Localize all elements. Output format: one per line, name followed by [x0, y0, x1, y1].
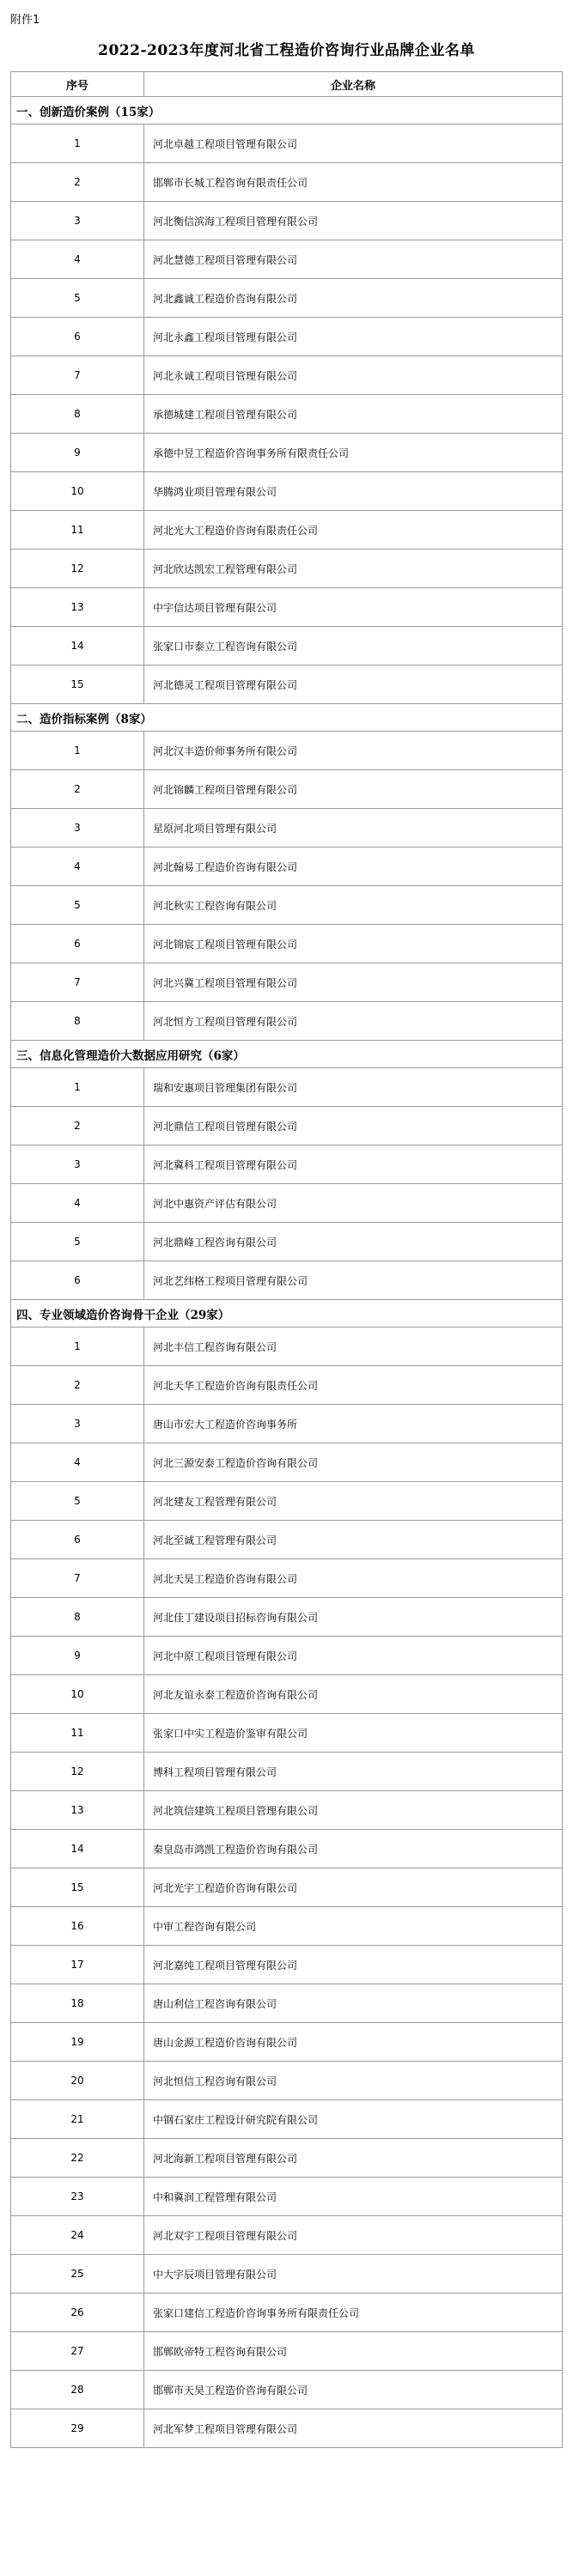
table-row	[11, 925, 563, 963]
table-row	[11, 1068, 563, 1107]
serial-number-cell: 3	[11, 1405, 144, 1443]
table-row	[11, 1223, 563, 1261]
table-row	[11, 2409, 563, 2448]
enterprise-name-cell: 中审工程咨询有限公司	[144, 1907, 563, 1946]
enterprise-name-cell: 河北锦宸工程项目管理有限公司	[144, 925, 563, 963]
enterprise-name-cell: 河北德灵工程项目管理有限公司	[144, 665, 563, 704]
serial-number-cell: 4	[11, 1184, 144, 1223]
enterprise-name-cell: 中和冀润工程管理有限公司	[144, 2178, 563, 2216]
serial-number-cell: 15	[11, 665, 144, 704]
table-row	[11, 511, 563, 550]
table-row	[11, 963, 563, 1002]
serial-number-cell: 5	[11, 279, 144, 318]
table-row	[11, 472, 563, 511]
enterprise-name-cell: 河北丰信工程咨询有限公司	[144, 1327, 563, 1366]
table-row	[11, 1145, 563, 1184]
enterprise-name-cell: 河北中惠资产评估有限公司	[144, 1184, 563, 1223]
table-row	[11, 2216, 563, 2255]
table-row	[11, 1675, 563, 1714]
serial-number-cell: 11	[11, 1714, 144, 1753]
section-heading-row	[11, 1300, 563, 1327]
enterprise-name-cell: 邯郸市长城工程咨询有限责任公司	[144, 163, 563, 202]
enterprise-name-cell: 唐山金源工程造价咨询有限公司	[144, 2023, 563, 2062]
enterprise-name-cell: 河北衡信滨海工程项目管理有限公司	[144, 202, 563, 240]
table-row	[11, 886, 563, 925]
enterprise-name-cell: 河北鑫诚工程造价咨询有限公司	[144, 279, 563, 318]
enterprise-name-cell: 瑞和安惠项目管理集团有限公司	[144, 1068, 563, 1107]
enterprise-name-cell: 秦皇岛市鸿凯工程造价咨询有限公司	[144, 1830, 563, 1868]
enterprise-name-cell: 承德城建工程项目管理有限公司	[144, 395, 563, 434]
table-row	[11, 770, 563, 809]
serial-number-cell: 27	[11, 2332, 144, 2371]
serial-number-cell: 7	[11, 963, 144, 1002]
enterprise-name-cell: 河北恒方工程项目管理有限公司	[144, 1002, 563, 1041]
serial-number-cell: 9	[11, 434, 144, 472]
table-row	[11, 2100, 563, 2139]
table-row	[11, 356, 563, 395]
table-row	[11, 627, 563, 665]
table-row	[11, 1791, 563, 1830]
enterprise-name-cell: 华腾鸿业项目管理有限公司	[144, 472, 563, 511]
serial-number-cell: 2	[11, 1107, 144, 1145]
table-row	[11, 395, 563, 434]
header-enterprise-name: 企业名称	[144, 72, 563, 97]
table-row	[11, 1002, 563, 1041]
enterprise-name-cell: 河北鼎峰工程咨询有限公司	[144, 1223, 563, 1261]
table-row	[11, 202, 563, 240]
table-row	[11, 1830, 563, 1868]
section-heading: 三、信息化管理造价大数据应用研究（6家）	[11, 1041, 563, 1068]
enterprise-name-cell: 中大宇辰项目管理有限公司	[144, 2255, 563, 2293]
table-row	[11, 1946, 563, 1984]
serial-number-cell: 2	[11, 1366, 144, 1405]
table-row	[11, 2023, 563, 2062]
serial-number-cell: 7	[11, 356, 144, 395]
enterprise-name-cell: 张家口中实工程造价鉴审有限公司	[144, 1714, 563, 1753]
section-heading-row	[11, 97, 563, 125]
enterprise-list-table	[10, 71, 563, 2448]
enterprise-name-cell: 河北光大工程造价咨询有限责任公司	[144, 511, 563, 550]
serial-number-cell: 4	[11, 848, 144, 886]
table-row	[11, 1521, 563, 1559]
table-row	[11, 2062, 563, 2100]
section-heading-row	[11, 704, 563, 732]
table-body	[11, 72, 563, 2448]
serial-number-cell: 1	[11, 1068, 144, 1107]
table-row	[11, 2293, 563, 2332]
serial-number-cell: 1	[11, 1327, 144, 1366]
section-heading: 四、专业领域造价咨询骨干企业（29家）	[11, 1300, 563, 1327]
enterprise-name-cell: 河北三源安泰工程造价咨询有限公司	[144, 1443, 563, 1482]
enterprise-name-cell: 河北卓越工程项目管理有限公司	[144, 125, 563, 163]
table-header-row	[11, 72, 563, 97]
serial-number-cell: 18	[11, 1984, 144, 2023]
enterprise-name-cell: 博科工程项目管理有限公司	[144, 1753, 563, 1791]
serial-number-cell: 10	[11, 1675, 144, 1714]
enterprise-name-cell: 河北艺纬格工程项目管理有限公司	[144, 1261, 563, 1300]
serial-number-cell: 5	[11, 1482, 144, 1521]
enterprise-name-cell: 张家口市泰立工程咨询有限公司	[144, 627, 563, 665]
table-row	[11, 2332, 563, 2371]
table-row	[11, 1753, 563, 1791]
serial-number-cell: 28	[11, 2371, 144, 2409]
serial-number-cell: 21	[11, 2100, 144, 2139]
enterprise-name-cell: 邯郸欧帝特工程咨询有限公司	[144, 2332, 563, 2371]
serial-number-cell: 11	[11, 511, 144, 550]
table-row	[11, 2255, 563, 2293]
table-row	[11, 588, 563, 627]
serial-number-cell: 14	[11, 1830, 144, 1868]
table-row	[11, 434, 563, 472]
enterprise-name-cell: 河北双宇工程项目管理有限公司	[144, 2216, 563, 2255]
serial-number-cell: 2	[11, 770, 144, 809]
table-row	[11, 1637, 563, 1675]
section-heading: 一、创新造价案例（15家）	[11, 97, 563, 125]
enterprise-name-cell: 河北欣达凯宏工程管理有限公司	[144, 550, 563, 588]
serial-number-cell: 16	[11, 1907, 144, 1946]
enterprise-name-cell: 河北恒信工程咨询有限公司	[144, 2062, 563, 2100]
serial-number-cell: 10	[11, 472, 144, 511]
serial-number-cell: 22	[11, 2139, 144, 2178]
enterprise-name-cell: 邯郸市天昊工程造价咨询有限公司	[144, 2371, 563, 2409]
enterprise-name-cell: 河北汉丰造价师事务所有限公司	[144, 732, 563, 770]
table-row	[11, 1261, 563, 1300]
serial-number-cell: 7	[11, 1559, 144, 1598]
enterprise-name-cell: 河北兴冀工程项目管理有限公司	[144, 963, 563, 1002]
serial-number-cell: 26	[11, 2293, 144, 2332]
enterprise-name-cell: 承德中昱工程造价咨询事务所有限责任公司	[144, 434, 563, 472]
enterprise-name-cell: 河北筑信建筑工程项目管理有限公司	[144, 1791, 563, 1830]
serial-number-cell: 5	[11, 886, 144, 925]
serial-number-cell: 13	[11, 1791, 144, 1830]
serial-number-cell: 14	[11, 627, 144, 665]
section-heading-row	[11, 1041, 563, 1068]
enterprise-name-cell: 唐山利信工程咨询有限公司	[144, 1984, 563, 2023]
serial-number-cell: 17	[11, 1946, 144, 1984]
enterprise-name-cell: 河北天华工程造价咨询有限责任公司	[144, 1366, 563, 1405]
enterprise-name-cell: 河北慧德工程项目管理有限公司	[144, 240, 563, 279]
enterprise-name-cell: 河北嘉纯工程项目管理有限公司	[144, 1946, 563, 1984]
serial-number-cell: 8	[11, 395, 144, 434]
serial-number-cell: 19	[11, 2023, 144, 2062]
serial-number-cell: 9	[11, 1637, 144, 1675]
serial-number-cell: 6	[11, 1261, 144, 1300]
table-row	[11, 2178, 563, 2216]
enterprise-name-cell: 河北冀科工程项目管理有限公司	[144, 1145, 563, 1184]
serial-number-cell: 6	[11, 1521, 144, 1559]
serial-number-cell: 3	[11, 1145, 144, 1184]
table-row	[11, 1443, 563, 1482]
enterprise-name-cell: 中宇信达项目管理有限公司	[144, 588, 563, 627]
table-row	[11, 1598, 563, 1637]
serial-number-cell: 12	[11, 550, 144, 588]
table-row	[11, 1559, 563, 1598]
serial-number-cell: 8	[11, 1598, 144, 1637]
enterprise-name-cell: 河北锦麟工程项目管理有限公司	[144, 770, 563, 809]
document-title: 2022-2023年度河北省工程造价咨询行业品牌企业名单	[98, 42, 475, 59]
enterprise-name-cell: 河北翰易工程造价咨询有限公司	[144, 848, 563, 886]
table-row	[11, 1366, 563, 1405]
header-serial-number: 序号	[11, 72, 144, 97]
enterprise-name-cell: 中钢石家庄工程设计研究院有限公司	[144, 2100, 563, 2139]
enterprise-name-cell: 河北中原工程项目管理有限公司	[144, 1637, 563, 1675]
serial-number-cell: 3	[11, 202, 144, 240]
table-row	[11, 125, 563, 163]
serial-number-cell: 4	[11, 1443, 144, 1482]
table-row	[11, 1405, 563, 1443]
table-row	[11, 163, 563, 202]
table-row	[11, 240, 563, 279]
table-row	[11, 1714, 563, 1753]
table-row	[11, 1868, 563, 1907]
table-row	[11, 1482, 563, 1521]
serial-number-cell: 5	[11, 1223, 144, 1261]
enterprise-name-cell: 星原河北项目管理有限公司	[144, 809, 563, 848]
table-row	[11, 665, 563, 704]
serial-number-cell: 15	[11, 1868, 144, 1907]
table-row	[11, 2371, 563, 2409]
serial-number-cell: 23	[11, 2178, 144, 2216]
serial-number-cell: 6	[11, 925, 144, 963]
enterprise-name-cell: 唐山市宏大工程造价咨询事务所	[144, 1405, 563, 1443]
enterprise-name-cell: 河北永诚工程项目管理有限公司	[144, 356, 563, 395]
serial-number-cell: 2	[11, 163, 144, 202]
table-row	[11, 809, 563, 848]
table-row	[11, 2139, 563, 2178]
table-row	[11, 318, 563, 356]
serial-number-cell: 13	[11, 588, 144, 627]
section-heading: 二、造价指标案例（8家）	[11, 704, 563, 732]
enterprise-name-cell: 河北永鑫工程项目管理有限公司	[144, 318, 563, 356]
serial-number-cell: 1	[11, 125, 144, 163]
table-row	[11, 732, 563, 770]
serial-number-cell: 1	[11, 732, 144, 770]
enterprise-name-cell: 张家口建信工程造价咨询事务所有限责任公司	[144, 2293, 563, 2332]
enterprise-name-cell: 河北海新工程项目管理有限公司	[144, 2139, 563, 2178]
serial-number-cell: 25	[11, 2255, 144, 2293]
enterprise-name-cell: 河北至诚工程管理有限公司	[144, 1521, 563, 1559]
enterprise-name-cell: 河北天昊工程造价咨询有限公司	[144, 1559, 563, 1598]
table-row	[11, 848, 563, 886]
serial-number-cell: 24	[11, 2216, 144, 2255]
enterprise-name-cell: 河北建友工程管理有限公司	[144, 1482, 563, 1521]
table-row	[11, 1907, 563, 1946]
attachment-label: 附件1	[10, 14, 40, 27]
serial-number-cell: 12	[11, 1753, 144, 1791]
table-row	[11, 1107, 563, 1145]
serial-number-cell: 8	[11, 1002, 144, 1041]
table-row	[11, 1984, 563, 2023]
table-row	[11, 550, 563, 588]
table-row	[11, 1184, 563, 1223]
serial-number-cell: 20	[11, 2062, 144, 2100]
enterprise-name-cell: 河北友谊永泰工程造价咨询有限公司	[144, 1675, 563, 1714]
table-row	[11, 279, 563, 318]
enterprise-name-cell: 河北佳丁建设项目招标咨询有限公司	[144, 1598, 563, 1637]
enterprise-name-cell: 河北鼎信工程项目管理有限公司	[144, 1107, 563, 1145]
enterprise-name-cell: 河北光宇工程造价咨询有限公司	[144, 1868, 563, 1907]
enterprise-name-cell: 河北军梦工程项目管理有限公司	[144, 2409, 563, 2448]
enterprise-name-cell: 河北秋实工程咨询有限公司	[144, 886, 563, 925]
serial-number-cell: 6	[11, 318, 144, 356]
serial-number-cell: 4	[11, 240, 144, 279]
serial-number-cell: 29	[11, 2409, 144, 2448]
table-row	[11, 1327, 563, 1366]
serial-number-cell: 3	[11, 809, 144, 848]
